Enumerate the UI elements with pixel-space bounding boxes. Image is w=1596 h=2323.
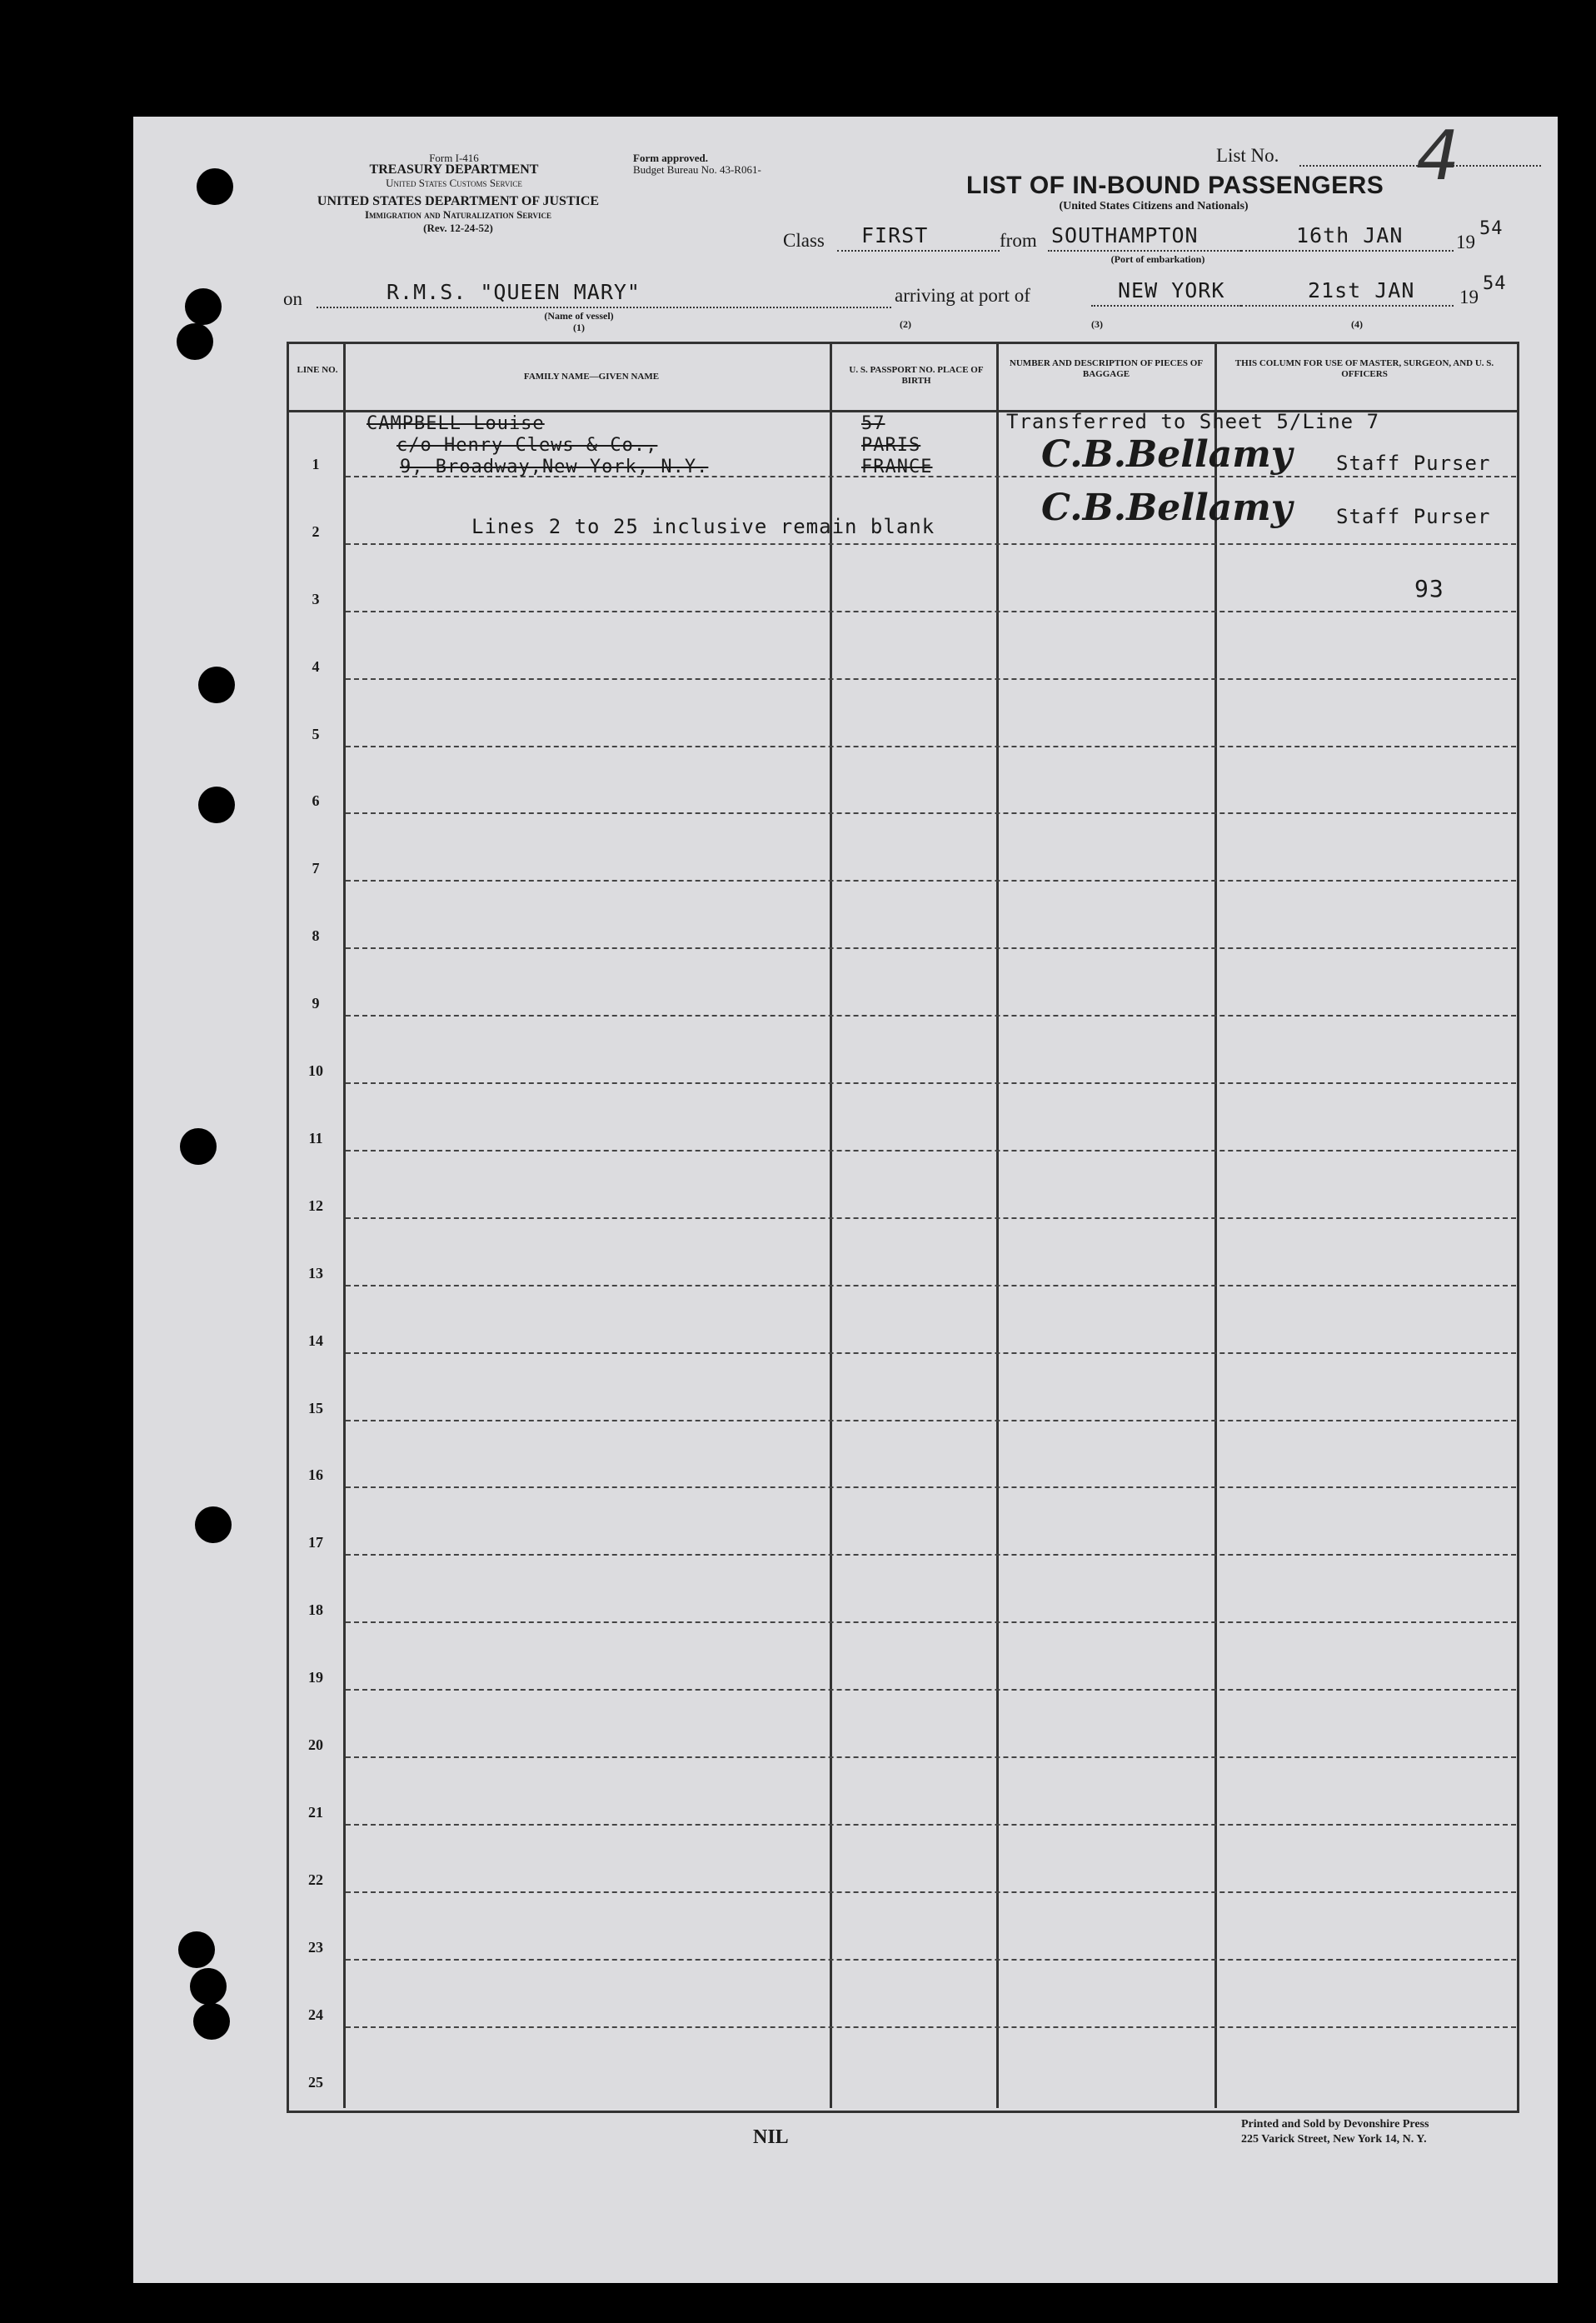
customs-label: United States Customs Service: [386, 177, 522, 189]
row-number: 2: [312, 522, 320, 540]
page-title: LIST OF IN-BOUND PASSENGERS: [966, 172, 1384, 199]
entry1-transfer-note: Transferred to Sheet 5/Line 7: [1006, 410, 1380, 433]
entry1-address-2: 9, Broadway,New York, N.Y.: [400, 457, 709, 477]
treasury-label: TREASURY DEPARTMENT: [369, 162, 539, 177]
row-number: 10: [308, 1062, 323, 1079]
entry2-signature: C.B.Bellamy: [1041, 487, 1293, 529]
row-number: 25: [308, 2073, 323, 2091]
header-baggage: NUMBER AND DESCRIPTION OF PIECES OF BAGGAGE: [1009, 358, 1204, 379]
port-caption: (Port of embarkation): [1110, 253, 1205, 265]
row-number: 9: [312, 995, 320, 1012]
table-row: [346, 1756, 1516, 1758]
table-row: [346, 1150, 1516, 1152]
entry1-passport-no: 57: [861, 413, 885, 434]
doj-label: UNITED STATES DEPARTMENT OF JUSTICE: [317, 194, 600, 208]
table-row: [346, 1486, 1516, 1488]
arrival-date: 21st JAN: [1308, 278, 1415, 302]
column-caption-3: (3): [1091, 318, 1103, 330]
table-row: [346, 611, 1516, 612]
class-line: [837, 250, 1000, 252]
printer-line-1: Printed and Sold by Devonshire Press: [1241, 2118, 1429, 2131]
on-label: on: [283, 288, 302, 309]
col-divider-2: [830, 342, 832, 2108]
punch-hole: [198, 667, 235, 703]
col-divider-4: [1214, 342, 1217, 2108]
punch-hole: [198, 787, 235, 823]
column-caption-1: (1): [573, 322, 585, 333]
table-row: [346, 1015, 1516, 1017]
entry1-signature: C.B.Bellamy: [1041, 433, 1293, 476]
row-number: 14: [308, 1331, 323, 1349]
row-number: 20: [308, 1736, 323, 1753]
row-number: 5: [312, 725, 320, 742]
column-caption-4: (4): [1351, 318, 1363, 330]
table-row: [346, 880, 1516, 882]
row-number: 16: [308, 1466, 323, 1484]
row-number: 8: [312, 927, 320, 945]
entry2-note: Lines 2 to 25 inclusive remain blank: [471, 515, 935, 538]
table-row: [346, 1082, 1516, 1084]
entry2-role: Staff Purser: [1336, 505, 1491, 528]
row-number: 1: [312, 455, 320, 472]
row-number: 18: [308, 1601, 323, 1619]
vessel-name: R.M.S. "QUEEN MARY": [387, 280, 641, 304]
vessel-line: [317, 307, 891, 308]
list-number: 4: [1416, 117, 1460, 196]
revision-label: (Rev. 12-24-52): [423, 222, 493, 234]
row-number: 22: [308, 1871, 323, 1888]
passenger-table: [287, 342, 1519, 2113]
punch-hole: [190, 1968, 227, 2005]
row-number: 3: [312, 590, 320, 607]
col-divider-3: [996, 342, 999, 2108]
table-row: [346, 1891, 1516, 1893]
class-label: Class: [783, 230, 825, 251]
header-line-no: LINE NO.: [297, 365, 338, 375]
table-row: [346, 543, 1516, 545]
passenger-count: 93: [1414, 575, 1444, 602]
row-number: 4: [312, 657, 320, 675]
arrival-date-line: [1241, 305, 1454, 307]
vessel-caption: (Name of vessel): [544, 310, 614, 322]
arrival-port-line: [1091, 305, 1241, 307]
punch-hole: [195, 1506, 232, 1543]
table-row: [346, 1285, 1516, 1286]
entry1-birth-country: FRANCE: [861, 457, 933, 477]
punch-hole: [185, 288, 222, 325]
class-value: FIRST: [861, 223, 929, 247]
table-row: [346, 1689, 1516, 1691]
row-number: 15: [308, 1399, 323, 1416]
entry1-birth-city: PARIS: [861, 435, 921, 456]
row-number: 17: [308, 1534, 323, 1551]
row-number: 11: [308, 1129, 323, 1147]
punch-hole: [177, 323, 213, 360]
row-number: 21: [308, 1803, 323, 1821]
list-no-label: List No.: [1216, 145, 1279, 166]
arrival-year-suffix: 54: [1483, 273, 1507, 294]
table-row: [346, 746, 1516, 747]
row-number: 23: [308, 1938, 323, 1956]
arriving-label: arriving at port of: [895, 285, 1030, 306]
row-number: 6: [312, 792, 320, 810]
row-number: 24: [308, 2006, 323, 2023]
punch-hole: [193, 2003, 230, 2040]
header-name: FAMILY NAME—GIVEN NAME: [523, 372, 660, 382]
column-caption-2: (2): [900, 318, 911, 330]
form-number: Form I-416: [429, 152, 479, 164]
punch-hole: [178, 1931, 215, 1968]
ins-label: Immigration and Naturalization Service: [364, 208, 552, 221]
header-officers: THIS COLUMN FOR USE OF MASTER, SURGEON, AND U. S. OFFICERS: [1234, 358, 1494, 379]
entry1-address-1: c/o Henry Clews & Co.,: [397, 435, 658, 456]
row-number: 13: [308, 1264, 323, 1281]
table-row: [346, 1959, 1516, 1961]
punch-hole: [197, 168, 233, 205]
printer-line-2: 225 Varick Street, New York 14, N. Y.: [1241, 2133, 1427, 2146]
form-approved: Form approved.: [633, 152, 709, 164]
budget-bureau: Budget Bureau No. 43-R061-: [633, 163, 761, 176]
row-number: 19: [308, 1669, 323, 1686]
table-row: [346, 1824, 1516, 1826]
table-row: [346, 1554, 1516, 1556]
departure-year-prefix: 19: [1456, 232, 1475, 252]
header-passport: U. S. PASSPORT NO. PLACE OF BIRTH: [849, 365, 984, 386]
table-row: [346, 812, 1516, 814]
table-row: [346, 2026, 1516, 2028]
table-row: [346, 1420, 1516, 1421]
table-row: [346, 1352, 1516, 1354]
punch-hole: [180, 1128, 217, 1165]
row-number: 7: [312, 860, 320, 877]
table-row: [346, 1217, 1516, 1219]
entry1-name: CAMPBELL Louise: [367, 413, 545, 434]
entry1-role: Staff Purser: [1336, 452, 1491, 475]
col-divider-1: [343, 342, 346, 2108]
from-line: [1048, 250, 1241, 252]
nil-label: NIL: [753, 2126, 789, 2148]
departure-date-line: [1241, 250, 1454, 252]
from-label: from: [1000, 230, 1037, 251]
table-row: [346, 1621, 1516, 1623]
table-row: [346, 947, 1516, 949]
arrival-year-prefix: 19: [1459, 287, 1479, 307]
from-value: SOUTHAMPTON: [1051, 223, 1199, 247]
table-row: [346, 678, 1516, 680]
arrival-port: NEW YORK: [1118, 278, 1225, 302]
departure-date: 16th JAN: [1296, 223, 1404, 247]
row-number: 12: [308, 1196, 323, 1214]
page-subtitle: (United States Citizens and Nationals): [1059, 200, 1249, 212]
departure-year-suffix: 54: [1479, 218, 1504, 239]
